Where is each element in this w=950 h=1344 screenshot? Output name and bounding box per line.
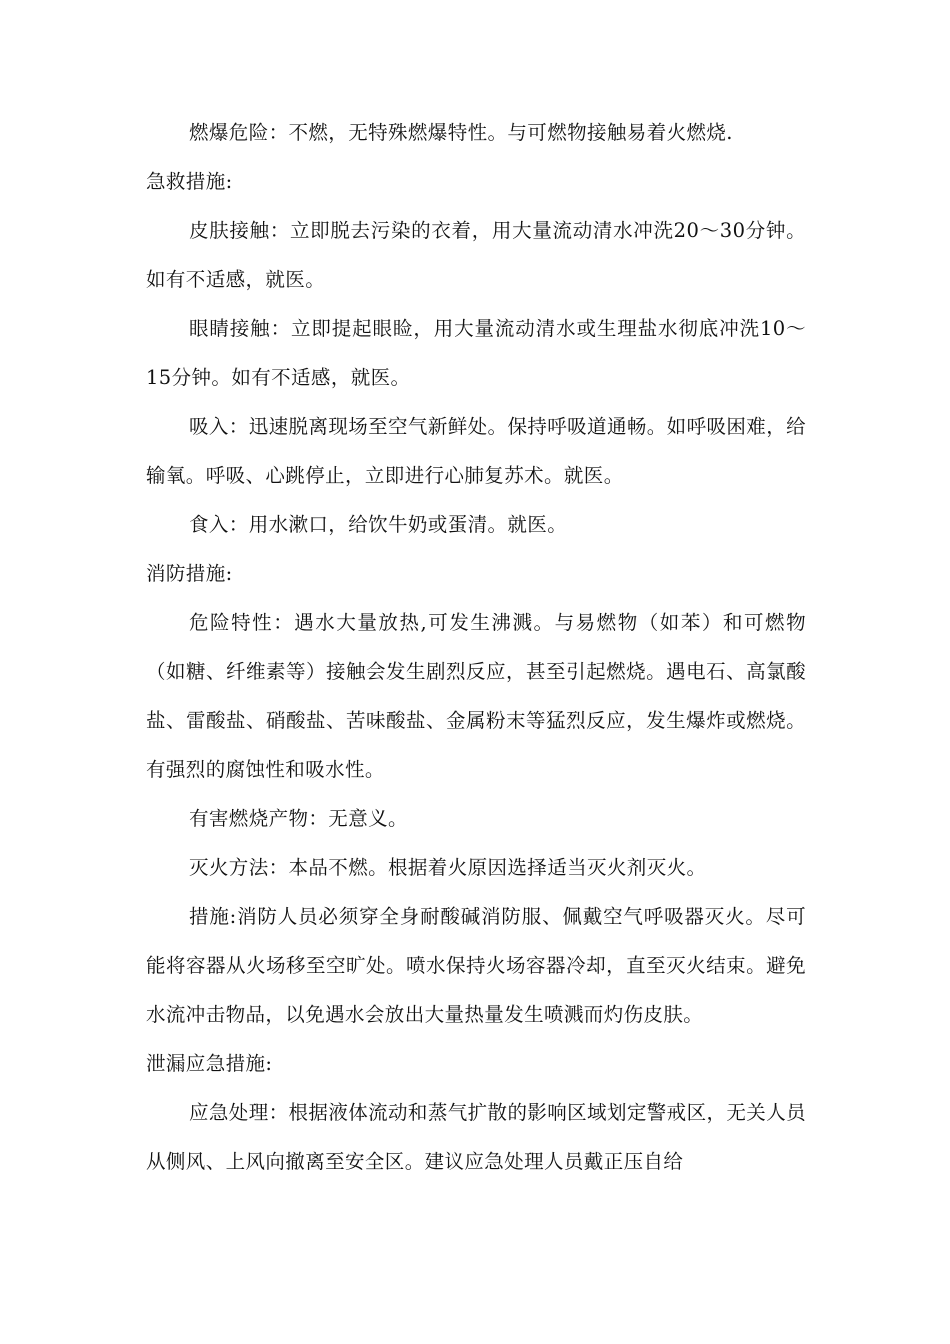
- paragraph-hazard-characteristics: 危险特性：遇水大量放热,可发生沸溅。与易燃物（如苯）和可燃物（如糖、纤维素等）接触会发生剧烈反应，甚至引起燃烧。遇电石、高氯酸盐、雷酸盐、硝酸盐、苦味酸盐、金属粉末等猛烈反应，发生爆炸或燃烧。有强烈的腐蚀性和吸水性。: [146, 611, 806, 781]
- paragraph-eye-contact: 眼睛接触：立即提起眼睑，用大量流动清水或生理盐水彻底冲洗10～15分钟。如有不适感，就医。: [146, 317, 806, 389]
- section-heading-firefighting: 消防措施:: [146, 562, 233, 585]
- paragraph-ingestion: 食入：用水漱口，给饮牛奶或蛋清。就医。: [189, 513, 568, 536]
- paragraph-combustion-products: 有害燃烧产物：无意义。: [189, 807, 408, 830]
- section-heading-spill-response: 泄漏应急措施:: [146, 1052, 273, 1075]
- paragraph-extinguishing-method: 灭火方法：本品不燃。根据着火原因选择适当灭火剂灭火。: [189, 856, 707, 879]
- section-heading-first-aid: 急救措施:: [146, 170, 233, 193]
- paragraph-fire-explosion-hazard: 燃爆危险：不燃，无特殊燃爆特性。与可燃物接触易着火燃烧.: [189, 121, 733, 144]
- paragraph-emergency-handling: 应急处理：根据液体流动和蒸气扩散的影响区域划定警戒区，无关人员从侧风、上风向撤离至安全区。建议应急处理人员戴正压自给: [146, 1101, 806, 1173]
- document-page: [146, 108, 806, 1186]
- paragraph-skin-contact: 皮肤接触：立即脱去污染的衣着，用大量流动清水冲洗20～30分钟。如有不适感，就医。: [146, 219, 806, 291]
- paragraph-inhalation: 吸入：迅速脱离现场至空气新鲜处。保持呼吸道通畅。如呼吸困难，给输氧。呼吸、心跳停止，立即进行心肺复苏术。就医。: [146, 415, 806, 487]
- paragraph-firefighting-measures: 措施:消防人员必须穿全身耐酸碱消防服、佩戴空气呼吸器灭火。尽可能将容器从火场移至空旷处。喷水保持火场容器冷却，直至灭火结束。避免水流冲击物品，以免遇水会放出大量热量发生喷溅而灼伤皮肤。: [146, 905, 806, 1026]
